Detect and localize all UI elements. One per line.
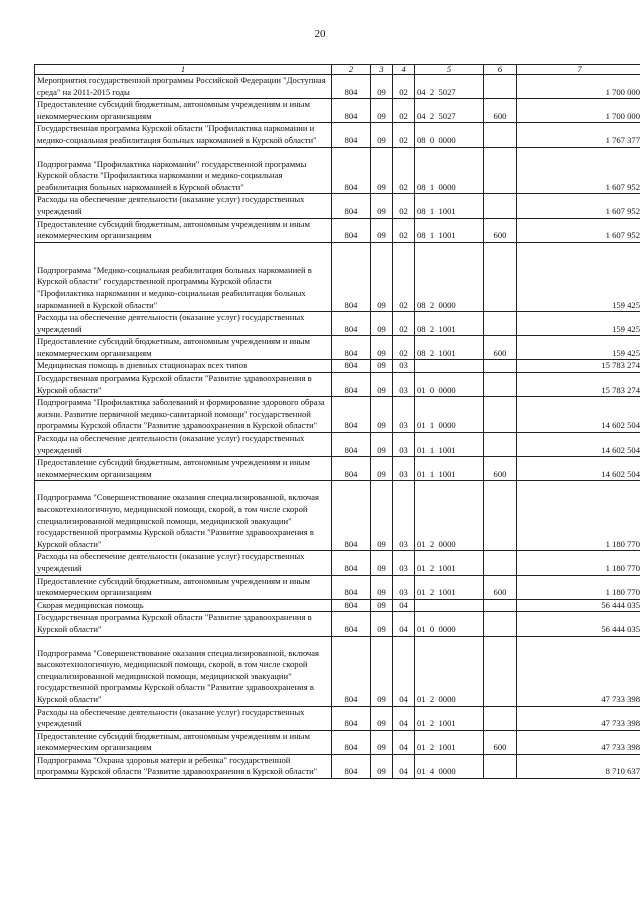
cell-c7: 14 602 504 <box>517 397 640 433</box>
table-row <box>35 75 640 99</box>
cell-c3: 09 <box>371 360 393 373</box>
cell-c2: 804 <box>332 99 371 123</box>
cell-c7: 15 783 274 <box>517 373 640 397</box>
cell-c6 <box>484 360 517 373</box>
cell-c4: 04 <box>393 636 415 706</box>
row-description-text: Подпрограмма "Медико-социальная реабилитация больных наркоманией в Курской области" государственной программы Курской области "Профилактика наркомании и медико-социальная реабилитация больных наркоманией в Курской области" <box>37 264 312 310</box>
table-row <box>35 312 640 336</box>
table-row <box>35 599 640 612</box>
cell-c2: 804 <box>332 730 371 754</box>
cell-c3: 09 <box>371 612 393 636</box>
cell-c5: 01 2 1001 <box>415 575 484 599</box>
row-description: Скорая медицинская помощь <box>35 599 332 612</box>
table-row <box>35 457 640 481</box>
cell-c5: 08 1 1001 <box>415 218 484 242</box>
row-description: Расходы на обеспечение деятельности (оказание услуг) государственных учреждений <box>35 194 332 218</box>
row-description: Мероприятия государственной программы Российской Федерации "Доступная среда" на 2011-2015 годы <box>35 75 332 99</box>
cell-c3: 09 <box>371 218 393 242</box>
cell-c2: 804 <box>332 123 371 147</box>
cell-c6 <box>484 194 517 218</box>
cell-c3: 09 <box>371 457 393 481</box>
column-header: 5 <box>415 65 484 75</box>
cell-c3: 09 <box>371 123 393 147</box>
cell-c2: 804 <box>332 754 371 778</box>
cell-c3: 09 <box>371 481 393 551</box>
row-description: Предоставление субсидий бюджетным, автономным учреждениям и иным некоммерческим организациям <box>35 99 332 123</box>
table-row <box>35 242 640 311</box>
row-description: Предоставление субсидий бюджетным, автономным учреждениям и иным некоммерческим организациям <box>35 457 332 481</box>
cell-c3: 09 <box>371 194 393 218</box>
cell-c5: 01 2 1001 <box>415 730 484 754</box>
cell-c3: 09 <box>371 336 393 360</box>
table-row <box>35 612 640 636</box>
table-row <box>35 551 640 575</box>
page-number: 20 <box>314 28 326 40</box>
cell-c5: 08 1 0000 <box>415 147 484 194</box>
cell-c7: 1 607 952 <box>517 147 640 194</box>
cell-c6 <box>484 397 517 433</box>
row-description <box>35 242 332 311</box>
cell-c2: 804 <box>332 551 371 575</box>
cell-c4: 04 <box>393 599 415 612</box>
cell-c7: 47 733 398 <box>517 730 640 754</box>
cell-c4: 02 <box>393 99 415 123</box>
cell-c7: 47 733 398 <box>517 636 640 706</box>
cell-c6 <box>484 551 517 575</box>
cell-c5: 08 2 0000 <box>415 242 484 311</box>
row-description: Подпрограмма "Охрана здоровья матери и ребенка" государственной программы Курской области "Развитие здравоохранения в Курской области" <box>35 754 332 778</box>
cell-c7: 1 180 770 <box>517 551 640 575</box>
table-row <box>35 147 640 194</box>
cell-c4: 02 <box>393 194 415 218</box>
row-description: Государственная программа Курской области "Развитие здравоохранения в Курской области" <box>35 373 332 397</box>
cell-c3: 09 <box>371 551 393 575</box>
cell-c7: 1 607 952 <box>517 194 640 218</box>
cell-c2: 804 <box>332 147 371 194</box>
cell-c6: 600 <box>484 575 517 599</box>
cell-c5: 01 1 1001 <box>415 457 484 481</box>
cell-c5: 01 2 1001 <box>415 551 484 575</box>
cell-c7: 1 180 770 <box>517 481 640 551</box>
cell-c2: 804 <box>332 457 371 481</box>
column-header: 6 <box>484 65 517 75</box>
cell-c2: 804 <box>332 242 371 311</box>
cell-c6 <box>484 754 517 778</box>
cell-c3: 09 <box>371 147 393 194</box>
cell-c5: 08 1 1001 <box>415 194 484 218</box>
cell-c2: 804 <box>332 612 371 636</box>
cell-c4: 03 <box>393 433 415 457</box>
cell-c2: 804 <box>332 373 371 397</box>
cell-c7: 1 180 770 <box>517 575 640 599</box>
cell-c3: 09 <box>371 730 393 754</box>
cell-c5 <box>415 599 484 612</box>
cell-c7: 8 710 637 <box>517 754 640 778</box>
cell-c6 <box>484 123 517 147</box>
cell-c3: 09 <box>371 706 393 730</box>
cell-c6 <box>484 636 517 706</box>
cell-c6 <box>484 433 517 457</box>
column-header: 4 <box>393 65 415 75</box>
cell-c4: 04 <box>393 754 415 778</box>
table-header-row <box>35 65 640 75</box>
cell-c4: 02 <box>393 242 415 311</box>
cell-c3: 09 <box>371 75 393 99</box>
cell-c6: 600 <box>484 730 517 754</box>
cell-c4: 03 <box>393 373 415 397</box>
row-description: Подпрограмма "Профилактика заболеваний и формирование здорового образа жизни. Развитие первичной медико-санитарной помощи" государственной программы Курской области "Развитие здравоохранения в Курской области" <box>35 397 332 433</box>
cell-c4: 04 <box>393 730 415 754</box>
cell-c6 <box>484 312 517 336</box>
cell-c4: 03 <box>393 575 415 599</box>
row-description-text: Подпрограмма "Совершенствование оказания специализированной, включая высокотехнологичную, медицинской помощи, скорой, в том числе скорой специализированной медицинской помощи, медицинской эвакуации" государственной программы Курской области "Развитие здравоохранения в Курской области" <box>37 647 320 704</box>
row-description-text: Подпрограмма "Профилактика наркомании" государственной программы Курской области "Профилактика наркомании и медико-социальная реабилитация больных наркоманией в Курской области" <box>37 158 307 192</box>
cell-c2: 804 <box>332 433 371 457</box>
cell-c2: 804 <box>332 481 371 551</box>
cell-c6: 600 <box>484 218 517 242</box>
column-header: 3 <box>371 65 393 75</box>
cell-c2: 804 <box>332 360 371 373</box>
cell-c6 <box>484 75 517 99</box>
row-description: Предоставление субсидий бюджетным, автономным учреждениям и иным некоммерческим организациям <box>35 730 332 754</box>
cell-c3: 09 <box>371 242 393 311</box>
cell-c5 <box>415 360 484 373</box>
row-description: Медицинская помощь в дневных стационарах всех типов <box>35 360 332 373</box>
row-description: Государственная программа Курской области "Развитие здравоохранения в Курской области" <box>35 612 332 636</box>
cell-c2: 804 <box>332 218 371 242</box>
cell-c7: 1 700 000 <box>517 99 640 123</box>
cell-c2: 804 <box>332 397 371 433</box>
cell-c4: 03 <box>393 457 415 481</box>
cell-c2: 804 <box>332 599 371 612</box>
cell-c3: 09 <box>371 575 393 599</box>
row-description <box>35 481 332 551</box>
cell-c5: 01 1 1001 <box>415 433 484 457</box>
cell-c3: 09 <box>371 373 393 397</box>
cell-c3: 09 <box>371 397 393 433</box>
table-row <box>35 481 640 551</box>
cell-c7: 1 607 952 <box>517 218 640 242</box>
table-row <box>35 706 640 730</box>
table-row <box>35 636 640 706</box>
row-description <box>35 636 332 706</box>
table-row <box>35 397 640 433</box>
cell-c5: 08 0 0000 <box>415 123 484 147</box>
cell-c7: 1 700 000 <box>517 75 640 99</box>
row-description: Расходы на обеспечение деятельности (оказание услуг) государственных учреждений <box>35 312 332 336</box>
row-description: Предоставление субсидий бюджетным, автономным учреждениям и иным некоммерческим организациям <box>35 575 332 599</box>
cell-c4: 04 <box>393 706 415 730</box>
cell-c4: 02 <box>393 147 415 194</box>
cell-c5: 01 2 1001 <box>415 706 484 730</box>
cell-c6: 600 <box>484 336 517 360</box>
cell-c5: 08 2 1001 <box>415 336 484 360</box>
column-header: 7 <box>517 65 640 75</box>
cell-c2: 804 <box>332 312 371 336</box>
table-row <box>35 218 640 242</box>
cell-c5: 04 2 5027 <box>415 99 484 123</box>
cell-c3: 09 <box>371 599 393 612</box>
table-row <box>35 123 640 147</box>
cell-c6: 600 <box>484 457 517 481</box>
cell-c7: 47 733 398 <box>517 706 640 730</box>
cell-c3: 09 <box>371 312 393 336</box>
cell-c6 <box>484 706 517 730</box>
cell-c4: 02 <box>393 123 415 147</box>
cell-c6: 600 <box>484 99 517 123</box>
table-row <box>35 730 640 754</box>
cell-c7: 14 602 504 <box>517 433 640 457</box>
table-row <box>35 194 640 218</box>
row-description: Расходы на обеспечение деятельности (оказание услуг) государственных учреждений <box>35 706 332 730</box>
cell-c2: 804 <box>332 75 371 99</box>
cell-c5: 01 0 0000 <box>415 373 484 397</box>
column-header: 1 <box>35 65 332 75</box>
row-description-text: Подпрограмма "Совершенствование оказания специализированной, включая высокотехнологичную, медицинской помощи, скорой, в том числе скорой специализированной медицинской помощи, медицинской эвакуации" государственной программы Курской области "Развитие здравоохранения в Курской области" <box>37 492 320 549</box>
table-row <box>35 360 640 373</box>
cell-c5: 01 4 0000 <box>415 754 484 778</box>
cell-c4: 03 <box>393 360 415 373</box>
cell-c7: 56 444 035 <box>517 599 640 612</box>
cell-c5: 01 0 0000 <box>415 612 484 636</box>
row-description: Предоставление субсидий бюджетным, автономным учреждениям и иным некоммерческим организациям <box>35 336 332 360</box>
cell-c5: 01 2 0000 <box>415 481 484 551</box>
cell-c5: 01 2 0000 <box>415 636 484 706</box>
row-description <box>35 147 332 194</box>
table-row <box>35 99 640 123</box>
cell-c4: 02 <box>393 312 415 336</box>
row-description: Расходы на обеспечение деятельности (оказание услуг) государственных учреждений <box>35 551 332 575</box>
cell-c5: 01 1 0000 <box>415 397 484 433</box>
cell-c6 <box>484 373 517 397</box>
table-row <box>35 575 640 599</box>
cell-c6 <box>484 147 517 194</box>
cell-c5: 08 2 1001 <box>415 312 484 336</box>
cell-c2: 804 <box>332 636 371 706</box>
cell-c4: 02 <box>393 75 415 99</box>
cell-c4: 02 <box>393 218 415 242</box>
cell-c3: 09 <box>371 433 393 457</box>
cell-c2: 804 <box>332 336 371 360</box>
cell-c4: 03 <box>393 551 415 575</box>
cell-c5: 04 2 5027 <box>415 75 484 99</box>
cell-c3: 09 <box>371 636 393 706</box>
cell-c2: 804 <box>332 194 371 218</box>
table-row <box>35 336 640 360</box>
table-row <box>35 433 640 457</box>
cell-c7: 15 783 274 <box>517 360 640 373</box>
row-description: Государственная программа Курской области "Профилактика наркомании и медико-социальная реабилитация больных наркоманией в Курской области" <box>35 123 332 147</box>
table-row <box>35 754 640 778</box>
cell-c7: 14 602 504 <box>517 457 640 481</box>
cell-c4: 04 <box>393 612 415 636</box>
row-description: Расходы на обеспечение деятельности (оказание услуг) государственных учреждений <box>35 433 332 457</box>
budget-table <box>34 64 640 779</box>
table-row <box>35 373 640 397</box>
cell-c4: 03 <box>393 481 415 551</box>
cell-c7: 1 767 377 <box>517 123 640 147</box>
cell-c3: 09 <box>371 754 393 778</box>
row-description: Предоставление субсидий бюджетным, автономным учреждениям и иным некоммерческим организациям <box>35 218 332 242</box>
cell-c7: 159 425 <box>517 336 640 360</box>
cell-c2: 804 <box>332 575 371 599</box>
cell-c6 <box>484 599 517 612</box>
cell-c3: 09 <box>371 99 393 123</box>
cell-c7: 56 444 035 <box>517 612 640 636</box>
cell-c4: 02 <box>393 336 415 360</box>
cell-c6 <box>484 242 517 311</box>
cell-c2: 804 <box>332 706 371 730</box>
cell-c4: 03 <box>393 397 415 433</box>
column-header: 2 <box>332 65 371 75</box>
cell-c7: 159 425 <box>517 312 640 336</box>
cell-c6 <box>484 612 517 636</box>
cell-c7: 159 425 <box>517 242 640 311</box>
cell-c6 <box>484 481 517 551</box>
